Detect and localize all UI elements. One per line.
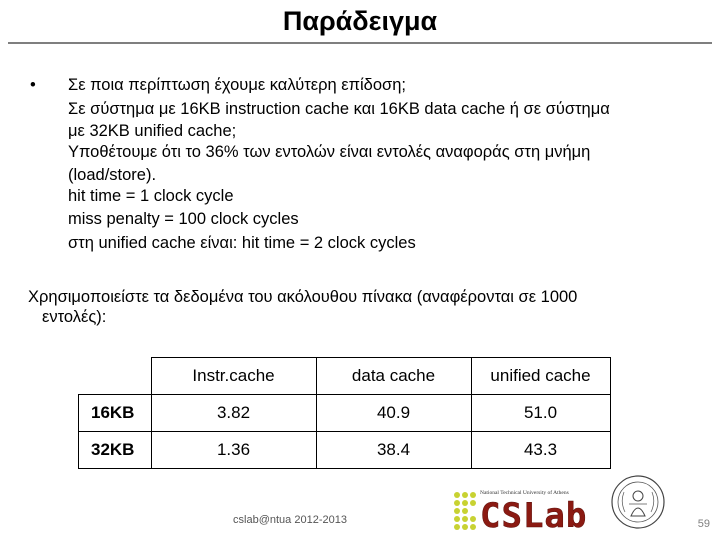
paragraph-line: Χρησιμοποιείστε τα δεδομένα του ακόλουθου πίνακα (αναφέρονται σε 1000 <box>28 288 578 306</box>
table-cell: 43.3 <box>471 432 610 469</box>
bullet-block <box>30 74 678 255</box>
table-cell: 40.9 <box>316 395 471 432</box>
bullet-line-option-b: με 32KB unified cache; <box>68 122 237 140</box>
table-cell: 51.0 <box>471 395 610 432</box>
table-row <box>79 432 611 469</box>
bullet-line-question: Σε ποια περίπτωση έχουμε καλύτερη επίδοση; <box>68 76 406 94</box>
page-number: 59 <box>697 518 710 530</box>
miss-rate-table <box>78 357 611 469</box>
slide-title: Παράδειγμα <box>282 6 438 36</box>
column-header: unified cache <box>471 358 610 395</box>
column-header: Instr.cache <box>151 358 316 395</box>
row-header: 16KB <box>79 395 152 432</box>
university-seal-icon <box>610 474 666 530</box>
bullet-line-hit-time: hit time = 1 clock cycle <box>68 186 234 205</box>
title-divider <box>8 42 712 44</box>
logo-university-text: National Technical University of Athens <box>480 490 569 496</box>
table-header-row <box>79 358 611 395</box>
bullet-line-option-a: Σε σύστημα με 16KB instruction cache και 16KB data cache ή σε σύστημα <box>68 99 610 118</box>
column-header: data cache <box>316 358 471 395</box>
table-row <box>79 395 611 432</box>
logo-dots-icon <box>453 490 479 532</box>
bullet-line-unified-hit-time: στη unified cache είναι: hit time = 2 clock cycles <box>68 233 416 252</box>
table-cell: 3.82 <box>151 395 316 432</box>
instruction-paragraph <box>28 287 698 327</box>
bullet-icon: • <box>30 76 36 94</box>
logo-wordmark: CSLab <box>480 496 588 536</box>
bullet-line-miss-penalty: miss penalty = 100 clock cycles <box>68 210 299 228</box>
table-cell: 1.36 <box>151 432 316 469</box>
bullet-line-assumption: Υποθέτουμε ότι το 36% των εντολών είναι εντολές αναφοράς στη μνήμη <box>68 143 591 161</box>
paragraph-line-cont: εντολές): <box>42 308 107 326</box>
table-corner-cell <box>79 358 152 395</box>
bullet-line-assumption-cont: (load/store). <box>68 165 157 184</box>
footer-text: cslab@ntua 2012-2013 <box>233 514 347 526</box>
table-cell: 38.4 <box>316 432 471 469</box>
row-header: 32KB <box>79 432 152 469</box>
